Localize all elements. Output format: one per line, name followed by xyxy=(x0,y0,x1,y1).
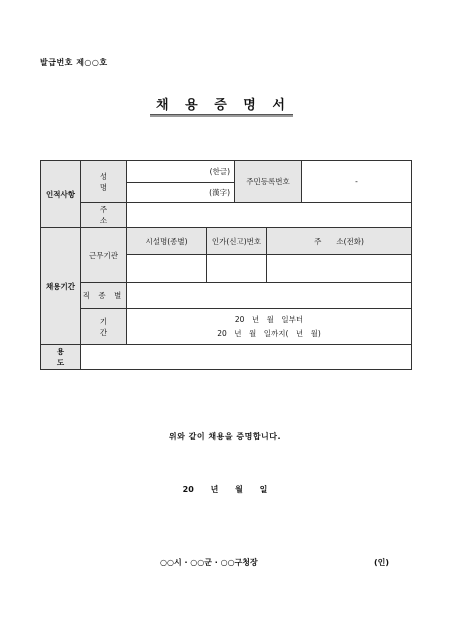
personal-info-group-label: 인적사항 xyxy=(41,161,81,228)
period-to: 20 년 월 일까지( 년 월) xyxy=(217,328,321,338)
issue-date-line: 20 년 월 일 xyxy=(182,485,268,494)
document-title: 채 용 증 명 서 xyxy=(156,98,287,113)
address-phone-field[interactable] xyxy=(267,255,412,283)
purpose-label: 용 도 xyxy=(41,345,81,370)
job-type-field[interactable] xyxy=(127,283,412,309)
facility-name-field[interactable] xyxy=(127,255,207,283)
purpose-field[interactable] xyxy=(81,345,412,370)
address-phone-header: 주 소(전화) xyxy=(267,228,412,255)
resident-number-field[interactable]: - xyxy=(302,161,412,203)
period-field[interactable] xyxy=(127,309,412,345)
certification-statement: 위와 같이 채용을 증명합니다. xyxy=(168,432,282,441)
facility-name-header: 시설명(종별) xyxy=(127,228,207,255)
name-hanja-field[interactable]: (漢字) xyxy=(127,183,235,203)
certificate-form-table xyxy=(40,160,412,370)
name-label: 성 명 xyxy=(81,161,127,203)
license-number-header: 인가(신고)번호 xyxy=(207,228,267,255)
resident-number-label: 주민등록번호 xyxy=(235,161,302,203)
issue-number: 발급번호 제○○호 xyxy=(40,58,108,67)
title-underline xyxy=(150,114,293,117)
name-korean-field[interactable]: (한글) xyxy=(127,161,235,183)
period-from: 20 년 월 일부터 xyxy=(234,314,304,324)
job-type-label: 직 종 별 xyxy=(81,283,127,309)
seal-mark: (인) xyxy=(374,558,390,567)
address-label: 주 소 xyxy=(81,203,127,228)
period-label: 기 간 xyxy=(81,309,127,345)
issuer-name: ○○시 · ○○군 · ○○구청장 xyxy=(160,558,258,567)
employment-period-group-label: 채용기간 xyxy=(41,228,81,345)
address-field[interactable] xyxy=(127,203,412,228)
workplace-label: 근무기관 xyxy=(81,228,127,283)
license-number-field[interactable] xyxy=(207,255,267,283)
